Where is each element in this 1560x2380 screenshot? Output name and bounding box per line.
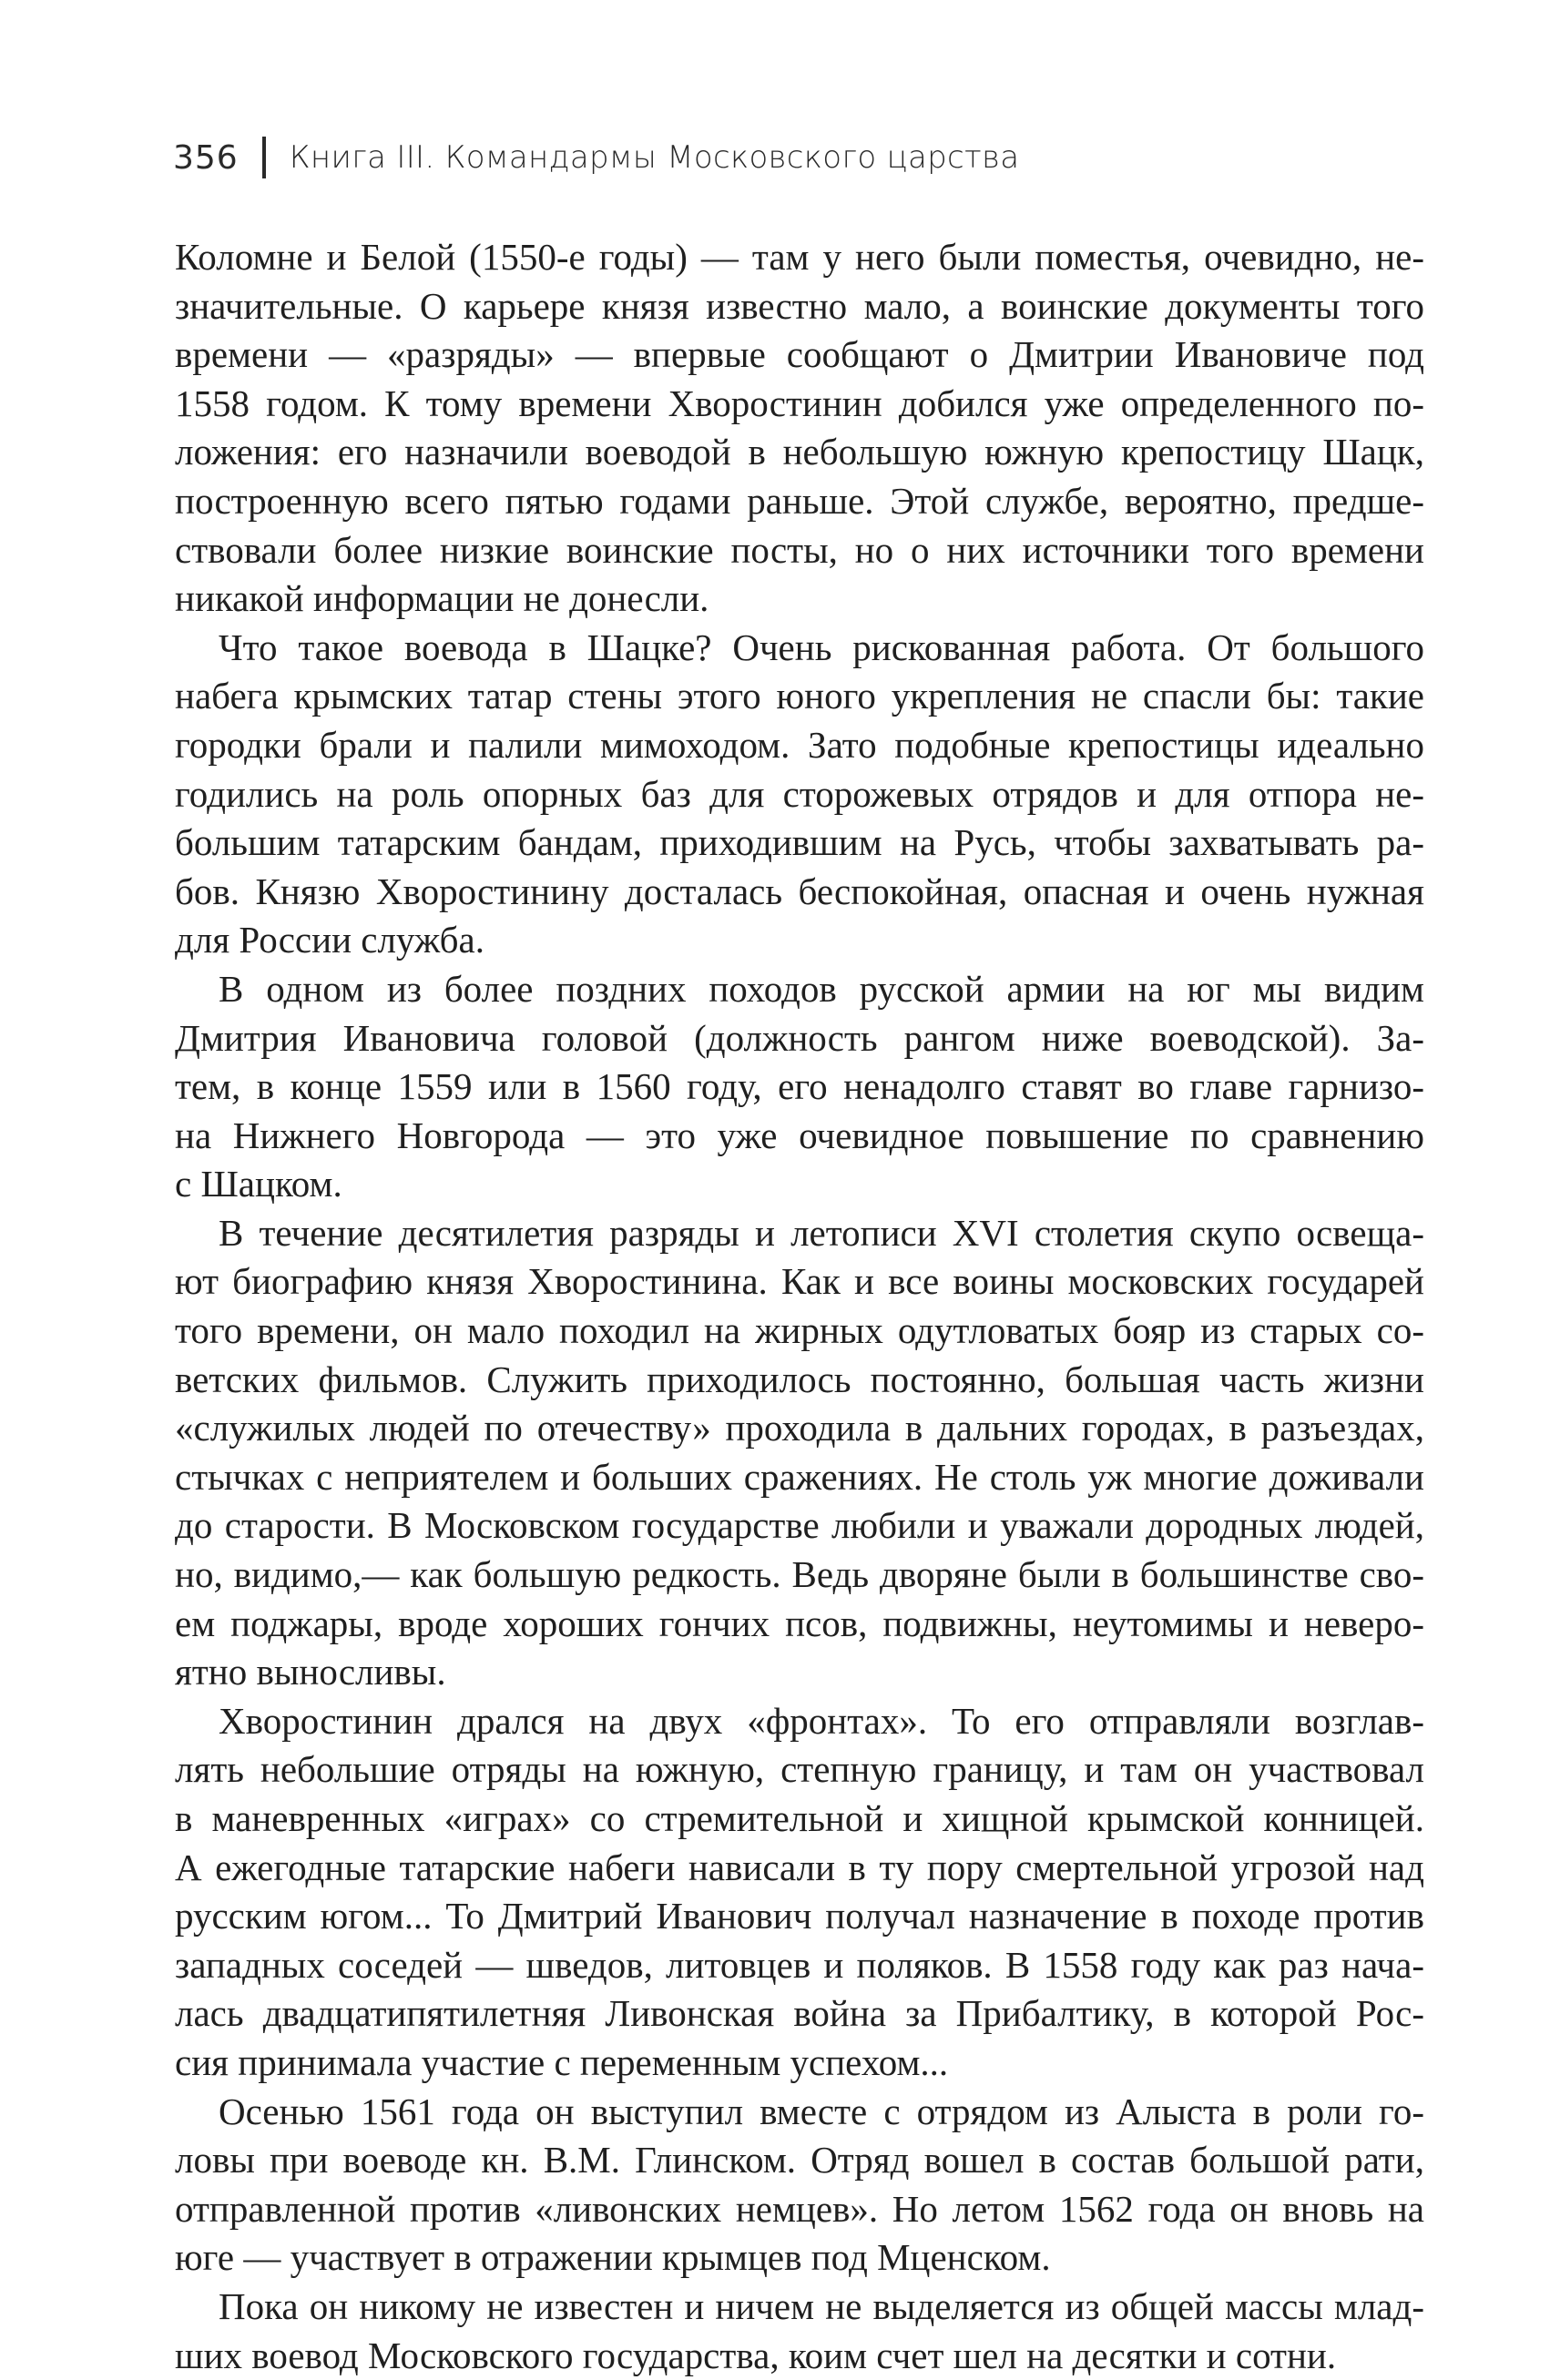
paragraph	[175, 2088, 1424, 2283]
text-line: того времени, он мало походил на жирных одутловатых бояр из старых со-	[175, 1309, 1424, 1352]
text-line: В течение десятилетия разряды и летописи XVI столетия скупо освеща-	[219, 1211, 1424, 1254]
paragraph	[175, 1697, 1424, 2088]
running-title: Книга III. Командармы Московского царства	[289, 139, 1020, 176]
text-line: юге — участвует в отражении крымцев под Мценском.	[175, 2236, 1051, 2279]
text-line: отправленной против «ливонских немцев». Но летом 1562 года он вновь на	[175, 2187, 1424, 2230]
text-line: до старости. В Московском государстве любили и уважали дородных людей,	[175, 1504, 1424, 1547]
text-line: большим татарским бандам, приходившим на Русь, чтобы захватывать ра-	[175, 821, 1424, 864]
paragraph	[175, 1209, 1424, 1697]
text-line: значительные. О карьере князя известно мало, а воинские документы того	[175, 284, 1424, 327]
page-number: 356	[173, 138, 239, 177]
text-line: Осенью 1561 года он выступил вместе с отрядом из Алыста в роли го-	[219, 2090, 1424, 2132]
text-line: никакой информации не донесли.	[175, 577, 709, 620]
text-line: ствовали более низкие воинские посты, но о них источники того времени	[175, 528, 1424, 571]
text-line: ют биографию князя Хворостинина. Как и все воины московских государей	[175, 1260, 1424, 1303]
text-line: времени — «разряды» — впервые сообщают о Дмитрии Ивановиче под	[175, 333, 1424, 376]
text-line: Что такое воевода в Шацке? Очень рискованная работа. От большого	[219, 626, 1424, 668]
paragraph	[175, 965, 1424, 1209]
text-line: Пока он никому не известен и ничем не выделяется из общей массы млад-	[219, 2284, 1424, 2327]
text-line: ем поджары, вроде хороших гончих псов, подвижны, неутомимы и неверо-	[175, 1602, 1424, 1644]
paragraph	[175, 2283, 1424, 2380]
text-line: на Нижнего Новгорода — это уже очевидное повышение по сравнению	[175, 1114, 1424, 1156]
text-line: городки брали и палили мимоходом. Зато подобные крепостицы идеально	[175, 723, 1424, 766]
paragraph	[175, 233, 1424, 624]
text-line: бов. Князю Хворостинину досталась беспокойная, опасная и очень нужная	[175, 870, 1424, 912]
text-line: ловы при воеводе кн. В.М. Глинском. Отряд вошел в состав большой рати,	[175, 2139, 1424, 2182]
text-line: лять небольшие отряды на южную, степную границу, и там он участвовал	[175, 1748, 1424, 1791]
text-line: для России служба.	[175, 919, 484, 961]
text-line: ложения: его назначили воеводой в небольшую южную крепостицу Шацк,	[175, 431, 1424, 473]
text-line: лась двадцатипятилетняя Ливонская война за Прибалтику, в которой Рос-	[175, 1992, 1424, 2035]
text-line: годились на роль опорных баз для сторожевых отрядов и для отпора не-	[175, 772, 1424, 815]
body-text	[175, 233, 1424, 2380]
text-line: В одном из более поздних походов русской армии на юг мы видим	[219, 967, 1424, 1010]
text-line: сия принимала участие с переменным успехом...	[175, 2040, 949, 2083]
text-line: 1558 годом. К тому времени Хворостинин добился уже определенного по-	[175, 381, 1424, 424]
text-line: стычках с неприятелем и больших сражениях. Не столь уж многие доживали	[175, 1455, 1424, 1498]
text-line: набега крымских татар стены этого юного укрепления не спасли бы: такие	[175, 675, 1424, 717]
text-line: Дмитрия Ивановича головой (должность рангом ниже воеводской). За-	[175, 1016, 1424, 1059]
text-line: русским югом... То Дмитрий Иванович получал назначение в походе против	[175, 1895, 1424, 1938]
header-divider	[262, 137, 266, 178]
text-line: ших воевод Московского государства, коим счет шел на десятки и сотни.	[175, 2334, 1337, 2376]
running-head	[173, 130, 1019, 185]
text-line: Коломне и Белой (1550-е годы) — там у него были поместья, очевидно, не-	[175, 236, 1424, 278]
text-line: «служилых людей по отечеству» проходила в дальних городах, в разъездах,	[175, 1407, 1424, 1449]
text-line: с Шацком.	[175, 1163, 342, 1205]
text-line: в маневренных «играх» со стремительной и хищной крымской конницей.	[175, 1797, 1424, 1839]
text-line: ятно выносливы.	[175, 1651, 446, 1693]
text-line: тем, в конце 1559 или в 1560 году, его ненадолго ставят во главе гарнизо-	[175, 1065, 1424, 1108]
text-line: построенную всего пятью годами раньше. Этой службе, вероятно, предше-	[175, 479, 1424, 522]
text-line: но, видимо,— как большую редкость. Ведь дворяне были в большинстве сво-	[175, 1553, 1424, 1596]
text-line: западных соседей — шведов, литовцев и поляков. В 1558 году как раз нача-	[175, 1943, 1424, 1986]
text-line: ветских фильмов. Служить приходилось постоянно, большая часть жизни	[175, 1358, 1424, 1400]
text-line: А ежегодные татарские набеги нависали в ту пору смертельной угрозой над	[175, 1846, 1424, 1888]
text-line: Хворостинин дрался на двух «фронтах». То его отправляли возглав-	[219, 1699, 1424, 1742]
paragraph	[175, 624, 1424, 965]
